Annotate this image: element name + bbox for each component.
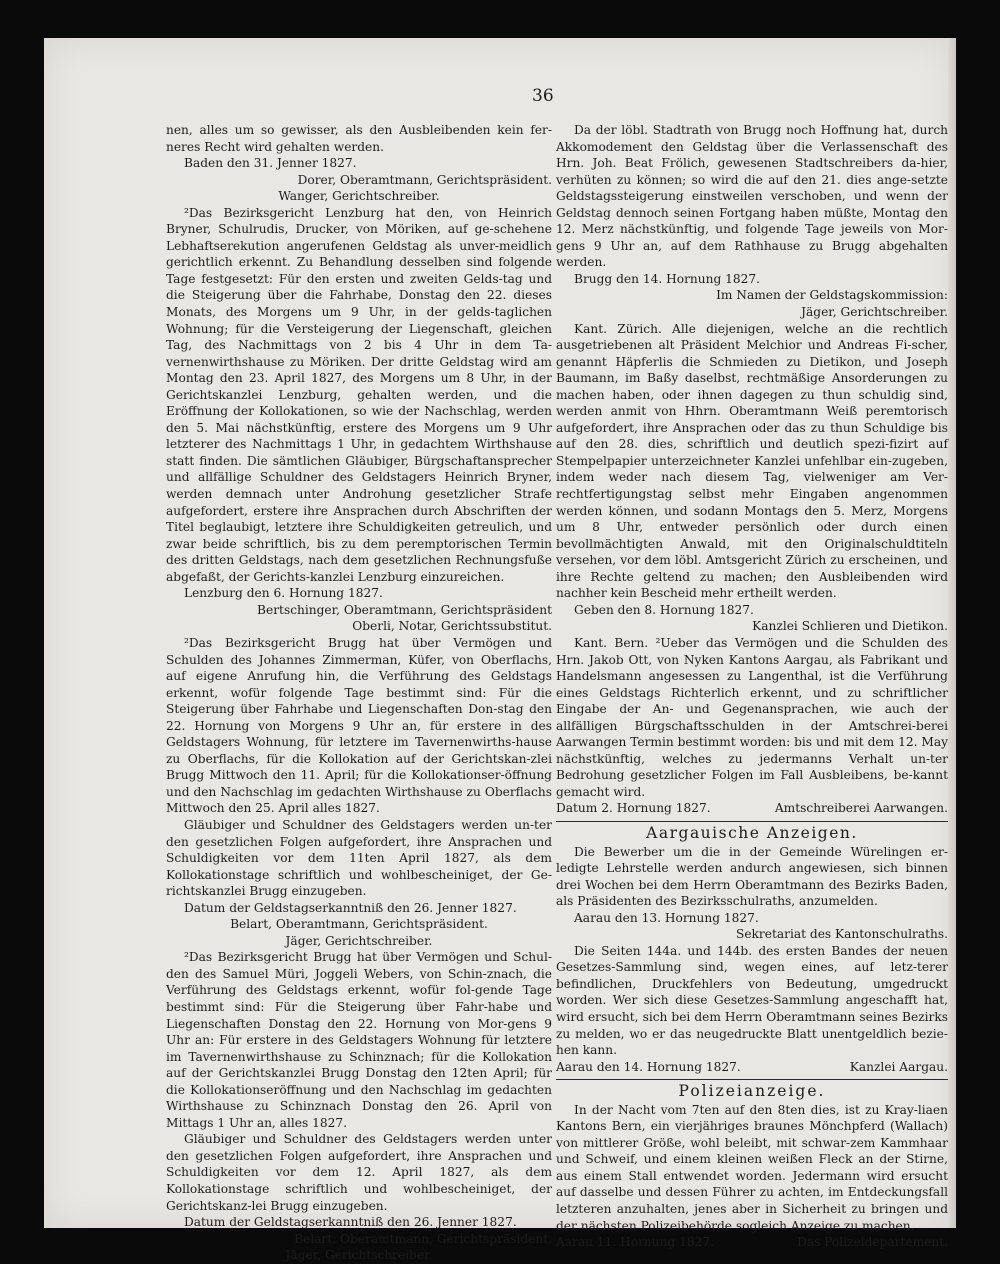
notice-signature: Im Namen der Geldstagskommission: <box>716 288 948 303</box>
notice-text: ²Das Bezirksgericht Lenzburg hat den, von Heinrich Bryner, Schulrudis, Drucker, von Möriken, auf ge-schehene Lebhaftserekution angerufenen Geldstag als unver-meidlich gerichtlich erkennt. Zu Behandlung desselben sind folgende Tage festgesetzt: Für den ersten und zweiten Gelds-tag und die Steigerung über die Fahrhabe, Donstag den 22. dieses Monats, des Morgens um 9 Uhr, in der gelds-taglichen Wohnung; für die Versteigerung der Liegenschaft, gleichen Tag, des Nachmittags von 2 bis 4 Uhr in dem Ta-vernenwirthshause zu Möriken. Der dritte Geldstag wird am Montag den 23. April 1827, des Morgens um 8 Uhr, in der Gerichtskanzlei Lenzburg, gehalten werden, und die Eröffnung der Kollokationen, so wie der Nachschlag, werden den 5. Mai nächstkünftig, erstere des Morgens um 9 Uhr letzterer des Nachmittags 1 Uhr, in gedachtem Wirthshause statt finden. Die sämtlichen Gläubiger, Bürgschaftansprecher und allfällige Schuldner des Geldstagers Heinrich Bryner, werden demnach unter Androhung gesetzlicher Strafe aufgefordert, erstere ihre Ansprachen durch Abschriften der Titel beglaubigt, letztere ihre Schuldigkeiten getreulich, und zwar beide schriftlich, bis zu dem peremptorischen Termin des dritten Geldstags, nach dem gesetzlichen Rechnungsfuße abgefaßt, der Gerichts-kanzlei Lenzburg einzureichen. <box>166 205 552 584</box>
notice-date: Datum 2. Hornung 1827. <box>556 801 711 816</box>
section-divider <box>556 821 948 822</box>
notice-signature: Sekretariat des Kantonschulraths. <box>735 927 948 942</box>
section-title-polizeianzeige: Polizeianzeige. <box>678 1082 826 1101</box>
notice-text: Kant. Zürich. Alle diejenigen, welche an die rechtlich ausgetriebenen alt Präsident Melchior und Andreas Fi-scher, genannt Häpferlis die Schmieden zu Dietikon, und Joseph Baumann, im Baßy daselbst, rechtmäßige Ansorderungen zu machen haben, oder ihnen dagegen zu thun schuldig sind, werden anmit von Hhrn. Oberamtmann Weiß peremtorisch aufgefordert, ihre Ansprachen oder das zu thun Schuldige bis auf den 28. dies, schriftlich und deutlich spezi-fizirt auf Stempelpapier unterzeichneter Kanzlei unfehlbar ein-zugeben, indem weder nach diesem Tag, vielweniger am Ver-rechtfertigungstag selbst mehr Eingaben angenommen werden können, und sodann Montags den 5. Merz, Morgens um 8 Uhr, entweder persönlich oder durch einen bevollmächtigten Anwald, mit den Originalschuldtiteln versehen, vor dem löbl. Amtsgericht Zürich zu erscheinen, und ihre Rechte geltend zu machen; den Ausbleibenden wird nachher kein Bescheid mehr ertheilt werden. <box>556 321 948 601</box>
notice-text: Die Bewerber um die in der Gemeinde Würelingen er-ledigte Lehrstelle werden andurch angewiesen, sich binnen drei Wochen bei dem Herrn Oberamtmann des Bezirks Baden, als Präsidenten des Bezirksschulraths, anzumelden. <box>556 844 948 909</box>
notice-date: Aarau 11. Hornung 1827. <box>556 1235 715 1250</box>
notice-signature: Dorer, Oberamtmann, Gerichtspräsident. <box>297 172 552 187</box>
notice-signature: Belart, Oberamtmann, Gerichtspräsident. <box>294 1231 552 1246</box>
notice-date: Aarau den 13. Hornung 1827. <box>574 910 759 925</box>
notice-signature: Kanzlei Schlieren und Dietikon. <box>752 619 948 634</box>
notice-text: In der Nacht vom 7ten auf den 8ten dies, ist zu Kray-liaen Kantons Bern, ein vierjähriges braunes Mönchpferd (Wallach) von mittlerer Größe, wohl beleibt, mit schwar-zem Kammhaar und Schweif, und einem kleinen weißen Fleck an der Stirne, aus einem Stall entwendet worden. Jedermann wird ersucht auf dasselbe und dessen Führer zu achten, im Entdeckungsfall letzteren anzuhalten, jenes aber in Sicherheit zu bringen und der nächsten Polizeibehörde sogleich Anzeige zu machen. <box>556 1102 948 1233</box>
dateline-row <box>556 1234 948 1251</box>
notice-text: Da der löbl. Stadtrath von Brugg noch Hoffnung hat, durch Akkomodement den Geldstag über die Verlassenschaft des Hrn. Joh. Beat Frölich, gewesenen Stadtschreibers da-hier, verhüten zu können; so wird die auf den 21. dies ange-setzte Geldstagssteigerung einstweilen verschoben, und wenn der Geldstag dennoch seinen Fortgang haben müßte, Montag den 12. Merz nächstkünftig, und folgende Tage jeweils von Mor-gens 9 Uhr an, auf dem Rathhause zu Brugg abgehalten werden. <box>556 123 948 270</box>
page-number: 36 <box>532 86 554 106</box>
notice-signature: Jäger, Gerichtschreiber. <box>285 1248 433 1263</box>
left-column <box>166 122 552 1264</box>
notice-text: ²Das Bezirksgericht Brugg hat über Vermögen und Schulden des Johannes Zimmerman, Küfer, von Oberflachs, auf eigene Anrufung hin, die Verführung des Geldstags erkennt, wofür folgende Tage bestimmt sind: Für die Steigerung über Fahrhabe und Liegenschaften Don-stag den 22. Hornung von Morgens 9 Uhr an, für erstere in des Geldstagers Wohnung, für letztere im Tavernenwirths-hause zu Oberflachs, für die Kollokation auf der Gerichtskan-zlei Brugg Mittwoch den 11. April; für die Kollokationser-öffnung und den Nachschlag im gedachten Wirthshause zu Oberflachs Mittwoch den 25. April alles 1827. <box>166 635 552 816</box>
notice-signature: Belart, Oberamtmann, Gerichtspräsident. <box>230 917 488 932</box>
notice-signature: Kanzlei Aargau. <box>849 1059 948 1074</box>
notice-text: ²Das Bezirksgericht Brugg hat über Vermögen und Schul-den des Samuel Müri, Joggeli Webers, von Schin-znach, die Verführung des Geldstags erkennt, wofür fol-gende Tage bestimmt sind: Für die Steigerung über Fahr-habe und Liegenschaften Donstag den 22. Hornung von Mor-gens 9 Uhr an: Für erstere in des Geldstagers Wohnung für letztere im Tavernenwirthshause zu Schinznach; für die Kollokation auf der Gerichtskanzlei Brugg Donstag den 12ten April; für die Kollokationseröffnung und den Nachschlag im gedachten Wirthshause zu Schinznach Donstag den 26. April von Mittags 1 Uhr an, alles 1827. <box>166 950 552 1130</box>
notice-text: Kant. Bern. ²Ueber das Vermögen und die Schulden des Hrn. Jakob Ott, von Nyken Kantons Aargau, als Fabrikant und Handelsmann angesessen zu Langenthal, ist die Verführung eines Geldstags Richterlich erkennt, und zu schriftlicher Eingabe der An- und Gegenansprachen, wie auch der allfälligen Bürgschaftsschulden in der Amtschrei-berei Aarwangen Termin bestimmt worden: bis und mit dem 12. May nächstkünftig, welches zu jedermanns Verhalt un-ter Bedrohung gesetzlicher Folgen im Fall Ausbleibens, be-kannt gemacht wird. <box>556 635 948 799</box>
notice-date: Aarau den 14. Hornung 1827. <box>556 1059 741 1074</box>
notice-signature: Jäger, Gerichtschreiber. <box>801 305 948 320</box>
dateline-row <box>556 1059 948 1076</box>
right-column <box>556 122 948 1251</box>
section-title-aargauische-anzeigen: Aargauische Anzeigen. <box>646 823 858 842</box>
page-edge <box>948 38 956 1228</box>
dateline-row <box>556 800 948 817</box>
notice-date: Datum der Geldstagserkanntniß den 26. Jenner 1827. <box>184 1215 517 1230</box>
notice-date: Lenzburg den 6. Hornung 1827. <box>184 586 383 601</box>
notice-signature: Bertschinger, Oberamtmann, Gerichtspräsident <box>257 602 552 617</box>
notice-signature: Oberli, Notar, Gerichtssubstitut. <box>352 619 552 634</box>
notice-date: Datum der Geldstagserkanntniß den 26. Jenner 1827. <box>184 900 517 915</box>
notice-date: Geben den 8. Hornung 1827. <box>574 602 754 617</box>
notice-signature: Amtschreiberei Aarwangen. <box>774 801 948 816</box>
notice-text: Gläubiger und Schuldner des Geldstagers werden un-ter den gesetzlichen Folgen aufgefordert, ihre Ansprachen und Schuldigkeiten vor dem 11ten April 1827, als dem Kollokationstage schriftlich und wohlbescheiniget, der Ge-richtskanzlei Brugg einzugeben. <box>166 817 552 899</box>
notice-text: nen, alles um so gewisser, als den Ausbleibenden kein fer-neres Recht wird gehalten werden. <box>166 123 552 154</box>
section-divider <box>556 1079 948 1080</box>
notice-signature: Wanger, Gerichtschreiber. <box>278 189 440 204</box>
notice-signature: Jäger, Gerichtschreiber. <box>285 933 433 948</box>
notice-signature: Das Polizeidepartement. <box>797 1235 948 1250</box>
newspaper-page <box>44 38 956 1263</box>
notice-date: Baden den 31. Jenner 1827. <box>184 156 357 171</box>
notice-text: Gläubiger und Schuldner des Geldstagers werden unter den gesetzlichen Folgen aufgefordert, ihre Ansprachen und Schuldigkeiten vor dem 12. April 1827, als dem Kollokationstage schriftlich und wohlbescheiniget, der Gerichtskanz-lei Brugg einzugeben. <box>166 1132 552 1213</box>
notice-date: Brugg den 14. Hornung 1827. <box>574 271 761 286</box>
notice-text: Die Seiten 144a. und 144b. des ersten Bandes der neuen Gesetzes-Sammlung sind, wegen eines, auf letz-terer befindlichen, Druckfehlers von Bedeutung, umgedruckt worden. Wer sich diese Gesetzes-Sammlung angeschafft hat, wird ersucht, sich bei dem Herrn Oberamtmann seines Bezirks zu melden, wo er das neugedruckte Blatt unentgeldlich bezie-hen kann. <box>556 943 948 1058</box>
